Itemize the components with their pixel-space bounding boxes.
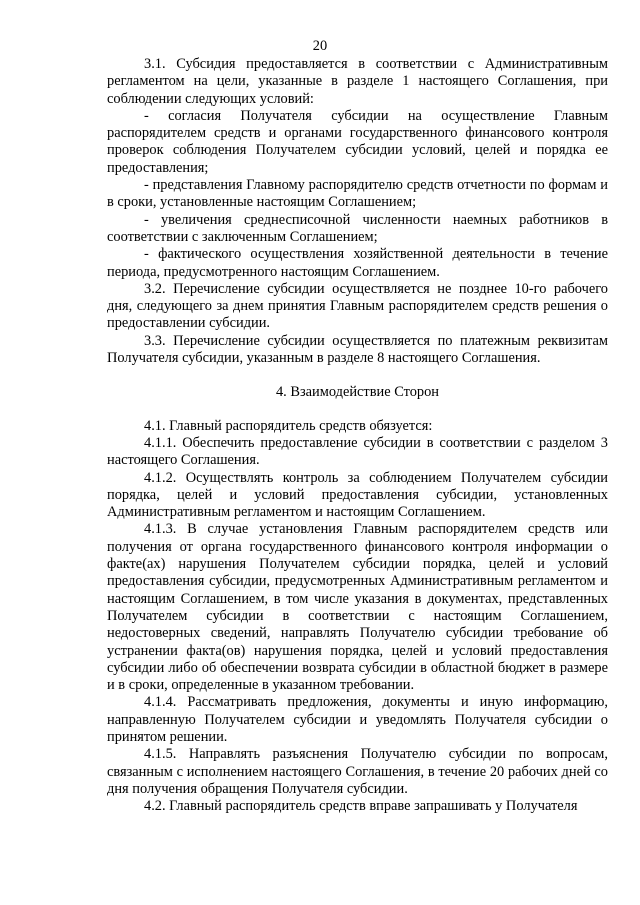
paragraph-4-2: 4.2. Главный распорядитель средств вправе запрашивать у Получателя bbox=[144, 798, 578, 815]
paragraph-4-1-5: 4.1.5. Направлять разъяснения Получателю субсидии по вопросам, связанным с исполнением настоящего Соглашения, в течение 20 рабочих дней со дня получения обращения Получателя субсидии. bbox=[107, 746, 608, 797]
document-body bbox=[107, 56, 608, 815]
paragraph-4-1-1: 4.1.1. Обеспечить предоставление субсидии в соответствии с разделом 3 настоящего Соглашения. bbox=[107, 434, 608, 469]
paragraph-4-1: 4.1. Главный распорядитель средств обязуется: bbox=[144, 417, 433, 434]
page-number: 20 bbox=[312, 38, 328, 54]
condition-reporting: - представления Главному распорядителю средств отчетности по формам и в сроки, установленные настоящим Соглашением; bbox=[107, 177, 608, 211]
condition-consent: - согласия Получателя субсидии на осуществление Главным распорядителем средств и органами государственного финансового контроля проверок соблюдения Получателем субсидии условий, целей и порядка ее предоставления; bbox=[107, 107, 608, 176]
paragraph-4-1-3: 4.1.3. В случае установления Главным распорядителем средств или получения от органа государственного финансового контроля информации о факте(ах) нарушения Получателем субсидии порядка, целей и условий предоставления субсидии, предусмотренных Административным регламентом и настоящим Соглашением, в том числе указания в документах, представленных Получателем субсидии в соответствии с настоящим Соглашением, недостоверных сведений, направлять Получателю субсидии требование об устранении факта(ов) нарушения порядка, целей и условий предоставления субсидии либо об обеспечении возврата субсидии в областной бюджет в размере и в сроки, определенные в указанном требовании. bbox=[107, 521, 608, 694]
paragraph-4-1-4: 4.1.4. Рассматривать предложения, документы и иную информацию, направленную Получателем субсидии и уведомлять Получателя субсидии о принятом решении. bbox=[107, 694, 608, 745]
paragraph-3-3: 3.3. Перечисление субсидии осуществляется по платежным реквизитам Получателя субсидии, указанным в разделе 8 настоящего Соглашения. bbox=[107, 332, 608, 367]
condition-headcount: - увеличения среднесписочной численности наемных работников в соответствии с заключенным Соглашением; bbox=[107, 211, 608, 245]
condition-activity: - фактического осуществления хозяйственной деятельности в течение периода, предусмотренного настоящим Соглашением. bbox=[107, 246, 608, 280]
paragraph-3-2: 3.2. Перечисление субсидии осуществляется не позднее 10-го рабочего дня, следующего за днем принятия Главным распорядителем средств решения о предоставлении субсидии. bbox=[107, 280, 608, 332]
section-heading: 4. Взаимодействие Сторон bbox=[275, 384, 439, 401]
paragraph-4-1-2: 4.1.2. Осуществлять контроль за соблюдением Получателем субсидии порядка, целей и условий предоставления субсидии, установленных Административным регламентом и настоящим Соглашением. bbox=[107, 469, 608, 521]
paragraph-3-1: 3.1. Субсидия предоставляется в соответствии с Административным регламентом на цели, указанные в разделе 1 настоящего Соглашения, при соблюдении следующих условий: bbox=[107, 56, 608, 107]
